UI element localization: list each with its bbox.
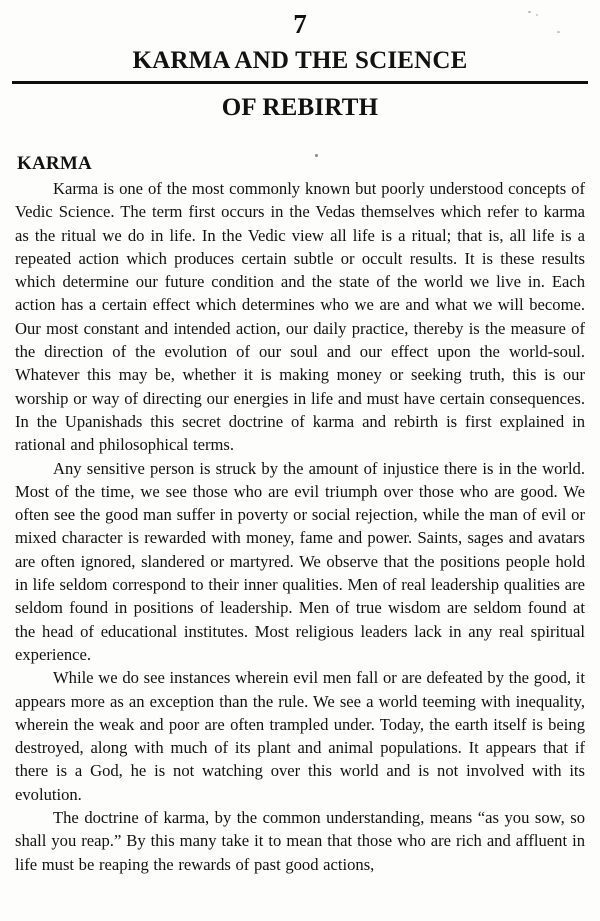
chapter-number: 7 xyxy=(293,9,307,39)
title-divider-rule xyxy=(12,81,588,84)
scan-artifact-speck xyxy=(536,14,538,16)
body-text-block xyxy=(15,177,585,876)
scan-artifact-speck xyxy=(528,11,531,13)
scan-artifact-dot xyxy=(315,154,318,157)
paragraph-3: While we do see instances wherein evil men fall or are defeated by the good, it appears more as an exception than the rule. We see a world teeming with inequality, wherein the weak and poor are often trampled under. Today, the earth itself is being destroyed, along with much of its plant and animal populations. It appears that if there is a God, he is not watching over this world and is not involved with its evolution. xyxy=(15,668,585,804)
paragraph-1: Karma is one of the most commonly known but poorly understood concepts of Vedic Science. The term first occurs in the Vedas themselves which refer to karma as the ritual we do in life. In the Vedic view all life is a ritual; that is, all life is a repeated action which produces certain subtle or occult results. It is these results which determine our future condition and the state of the world we live in. Each action has a certain effect which determines who we are and what we will become. Our most constant and intended action, our daily practice, thereby is the measure of the direction of the evolution of our soul and our effect upon the world-soul. Whatever this may be, whether it is making money or seeking truth, this is our worship or way of directing our energies in life and must have certain consequences. In the Upanishads this secret doctrine of karma and rebirth is first explained in rational and philosophical terms. xyxy=(15,179,585,455)
paragraph-4: The doctrine of karma, by the common understanding, means “as you sow, so shall you reap.” By this many take it to mean that those who are rich and affluent in life must be reaping the rewards of past good actions, xyxy=(15,808,585,874)
chapter-title-line2: OF REBIRTH xyxy=(221,94,379,121)
scan-artifact-speck xyxy=(557,31,560,33)
paragraph-2: Any sensitive person is struck by the amount of injustice there is in the world. Most of the time, we see those who are evil triumph over those who are good. We often see the good man suffer in poverty or social rejection, while the man of evil or mixed character is rewarded with money, fame and power. Saints, sages and avatars are often ignored, slandered or martyred. We observe that the positions people hold in life seldom correspond to their inner qualities. Men of real leadership qualities are seldom found in positions of leadership. Men of true wisdom are seldom found at the head of educational institutes. Most religious leaders lack in any real spiritual experience. xyxy=(15,458,585,664)
chapter-title-line1: KARMA AND THE SCIENCE xyxy=(132,47,468,74)
section-heading-karma: KARMA xyxy=(17,153,92,174)
